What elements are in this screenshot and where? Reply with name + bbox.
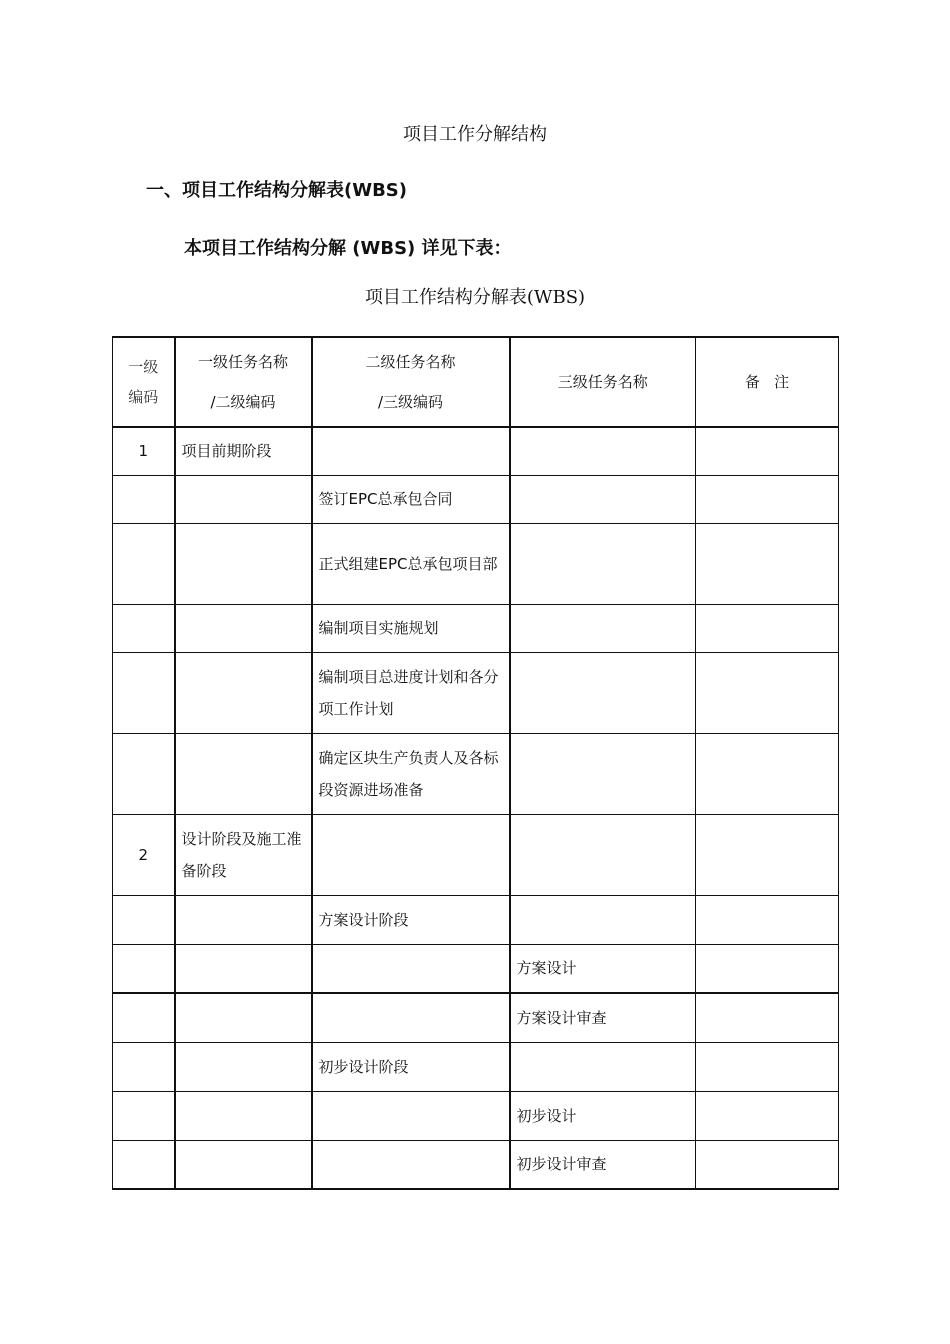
cell-note <box>696 1042 839 1091</box>
header-level1-code-line1: 一级 <box>128 358 159 376</box>
cell-code <box>113 652 175 733</box>
table-row <box>113 944 839 993</box>
cell-note <box>696 1140 839 1189</box>
cell-code <box>113 993 175 1042</box>
cell-level1 <box>175 1042 312 1091</box>
cell-level3 <box>510 604 696 652</box>
cell-code: 2 <box>113 814 175 895</box>
cell-level1 <box>175 1140 312 1189</box>
cell-note <box>696 1091 839 1140</box>
cell-level2 <box>312 427 510 475</box>
cell-level3 <box>510 895 696 944</box>
section-heading: 一、项目工作结构分解表(WBS) <box>146 180 407 201</box>
cell-note <box>696 993 839 1042</box>
cell-note <box>696 733 839 814</box>
table-row <box>113 993 839 1042</box>
cell-code <box>113 733 175 814</box>
cell-code <box>113 895 175 944</box>
cell-level2 <box>312 814 510 895</box>
cell-level1 <box>175 652 312 733</box>
cell-note <box>696 895 839 944</box>
cell-level2 <box>312 1140 510 1189</box>
cell-level1: 项目前期阶段 <box>175 427 312 475</box>
cell-level3 <box>510 1042 696 1091</box>
cell-level1 <box>175 1091 312 1140</box>
cell-code <box>113 1042 175 1091</box>
intro-text: 本项目工作结构分解 (WBS) 详见下表： <box>184 238 512 259</box>
cell-code: 1 <box>113 427 175 475</box>
cell-code <box>113 944 175 993</box>
cell-level2: 正式组建EPC总承包项目部 <box>312 523 510 604</box>
cell-level3 <box>510 475 696 523</box>
table-caption: 项目工作结构分解表(WBS) <box>364 287 586 308</box>
cell-level2: 方案设计阶段 <box>312 895 510 944</box>
table-row <box>113 733 839 814</box>
cell-level3 <box>510 733 696 814</box>
table-row <box>113 604 839 652</box>
cell-level3 <box>510 652 696 733</box>
header-level1-code <box>113 337 175 427</box>
table-header-row <box>113 337 839 427</box>
cell-level1 <box>175 993 312 1042</box>
table-row <box>113 652 839 733</box>
cell-level2 <box>312 1091 510 1140</box>
header-level2-name-line1: 二级任务名称 <box>365 353 456 371</box>
cell-level2: 签订EPC总承包合同 <box>312 475 510 523</box>
cell-note <box>696 604 839 652</box>
cell-level2 <box>312 993 510 1042</box>
page-title: 项目工作分解结构 <box>403 124 547 145</box>
cell-level1 <box>175 733 312 814</box>
cell-code <box>113 475 175 523</box>
header-level2-name <box>312 337 510 427</box>
cell-level3 <box>510 814 696 895</box>
wbs-table <box>112 336 839 1190</box>
cell-level2: 初步设计阶段 <box>312 1042 510 1091</box>
cell-level1: 设计阶段及施工准备阶段 <box>175 814 312 895</box>
table-row <box>113 1042 839 1091</box>
header-level1-code-line2: 编码 <box>128 388 159 406</box>
header-level3-name: 三级任务名称 <box>510 337 696 427</box>
cell-code <box>113 604 175 652</box>
cell-code <box>113 1140 175 1189</box>
cell-note <box>696 475 839 523</box>
cell-level1 <box>175 523 312 604</box>
cell-note <box>696 652 839 733</box>
cell-level2: 确定区块生产负责人及各标段资源进场准备 <box>312 733 510 814</box>
cell-level2: 编制项目总进度计划和各分项工作计划 <box>312 652 510 733</box>
cell-level2 <box>312 944 510 993</box>
cell-level1 <box>175 475 312 523</box>
cell-note <box>696 427 839 475</box>
cell-level3 <box>510 427 696 475</box>
table-row <box>113 814 839 895</box>
header-level1-name-line1: 一级任务名称 <box>197 353 288 371</box>
table-row <box>113 895 839 944</box>
cell-level3: 初步设计审查 <box>510 1140 696 1189</box>
table-row <box>113 1091 839 1140</box>
header-level1-name <box>175 337 312 427</box>
cell-level1 <box>175 944 312 993</box>
header-level2-name-line2: /三级编码 <box>377 393 444 411</box>
cell-level3: 方案设计 <box>510 944 696 993</box>
table-row <box>113 1140 839 1189</box>
cell-level3: 初步设计 <box>510 1091 696 1140</box>
cell-level1 <box>175 604 312 652</box>
cell-level1 <box>175 895 312 944</box>
cell-level3: 方案设计审查 <box>510 993 696 1042</box>
header-level1-name-line2: /二级编码 <box>210 393 276 411</box>
cell-level2: 编制项目实施规划 <box>312 604 510 652</box>
table-row <box>113 427 839 475</box>
header-notes: 备 注 <box>696 337 839 427</box>
cell-level3 <box>510 523 696 604</box>
cell-note <box>696 814 839 895</box>
table-row <box>113 523 839 604</box>
cell-note <box>696 944 839 993</box>
cell-code <box>113 523 175 604</box>
table-row <box>113 475 839 523</box>
cell-note <box>696 523 839 604</box>
cell-code <box>113 1091 175 1140</box>
